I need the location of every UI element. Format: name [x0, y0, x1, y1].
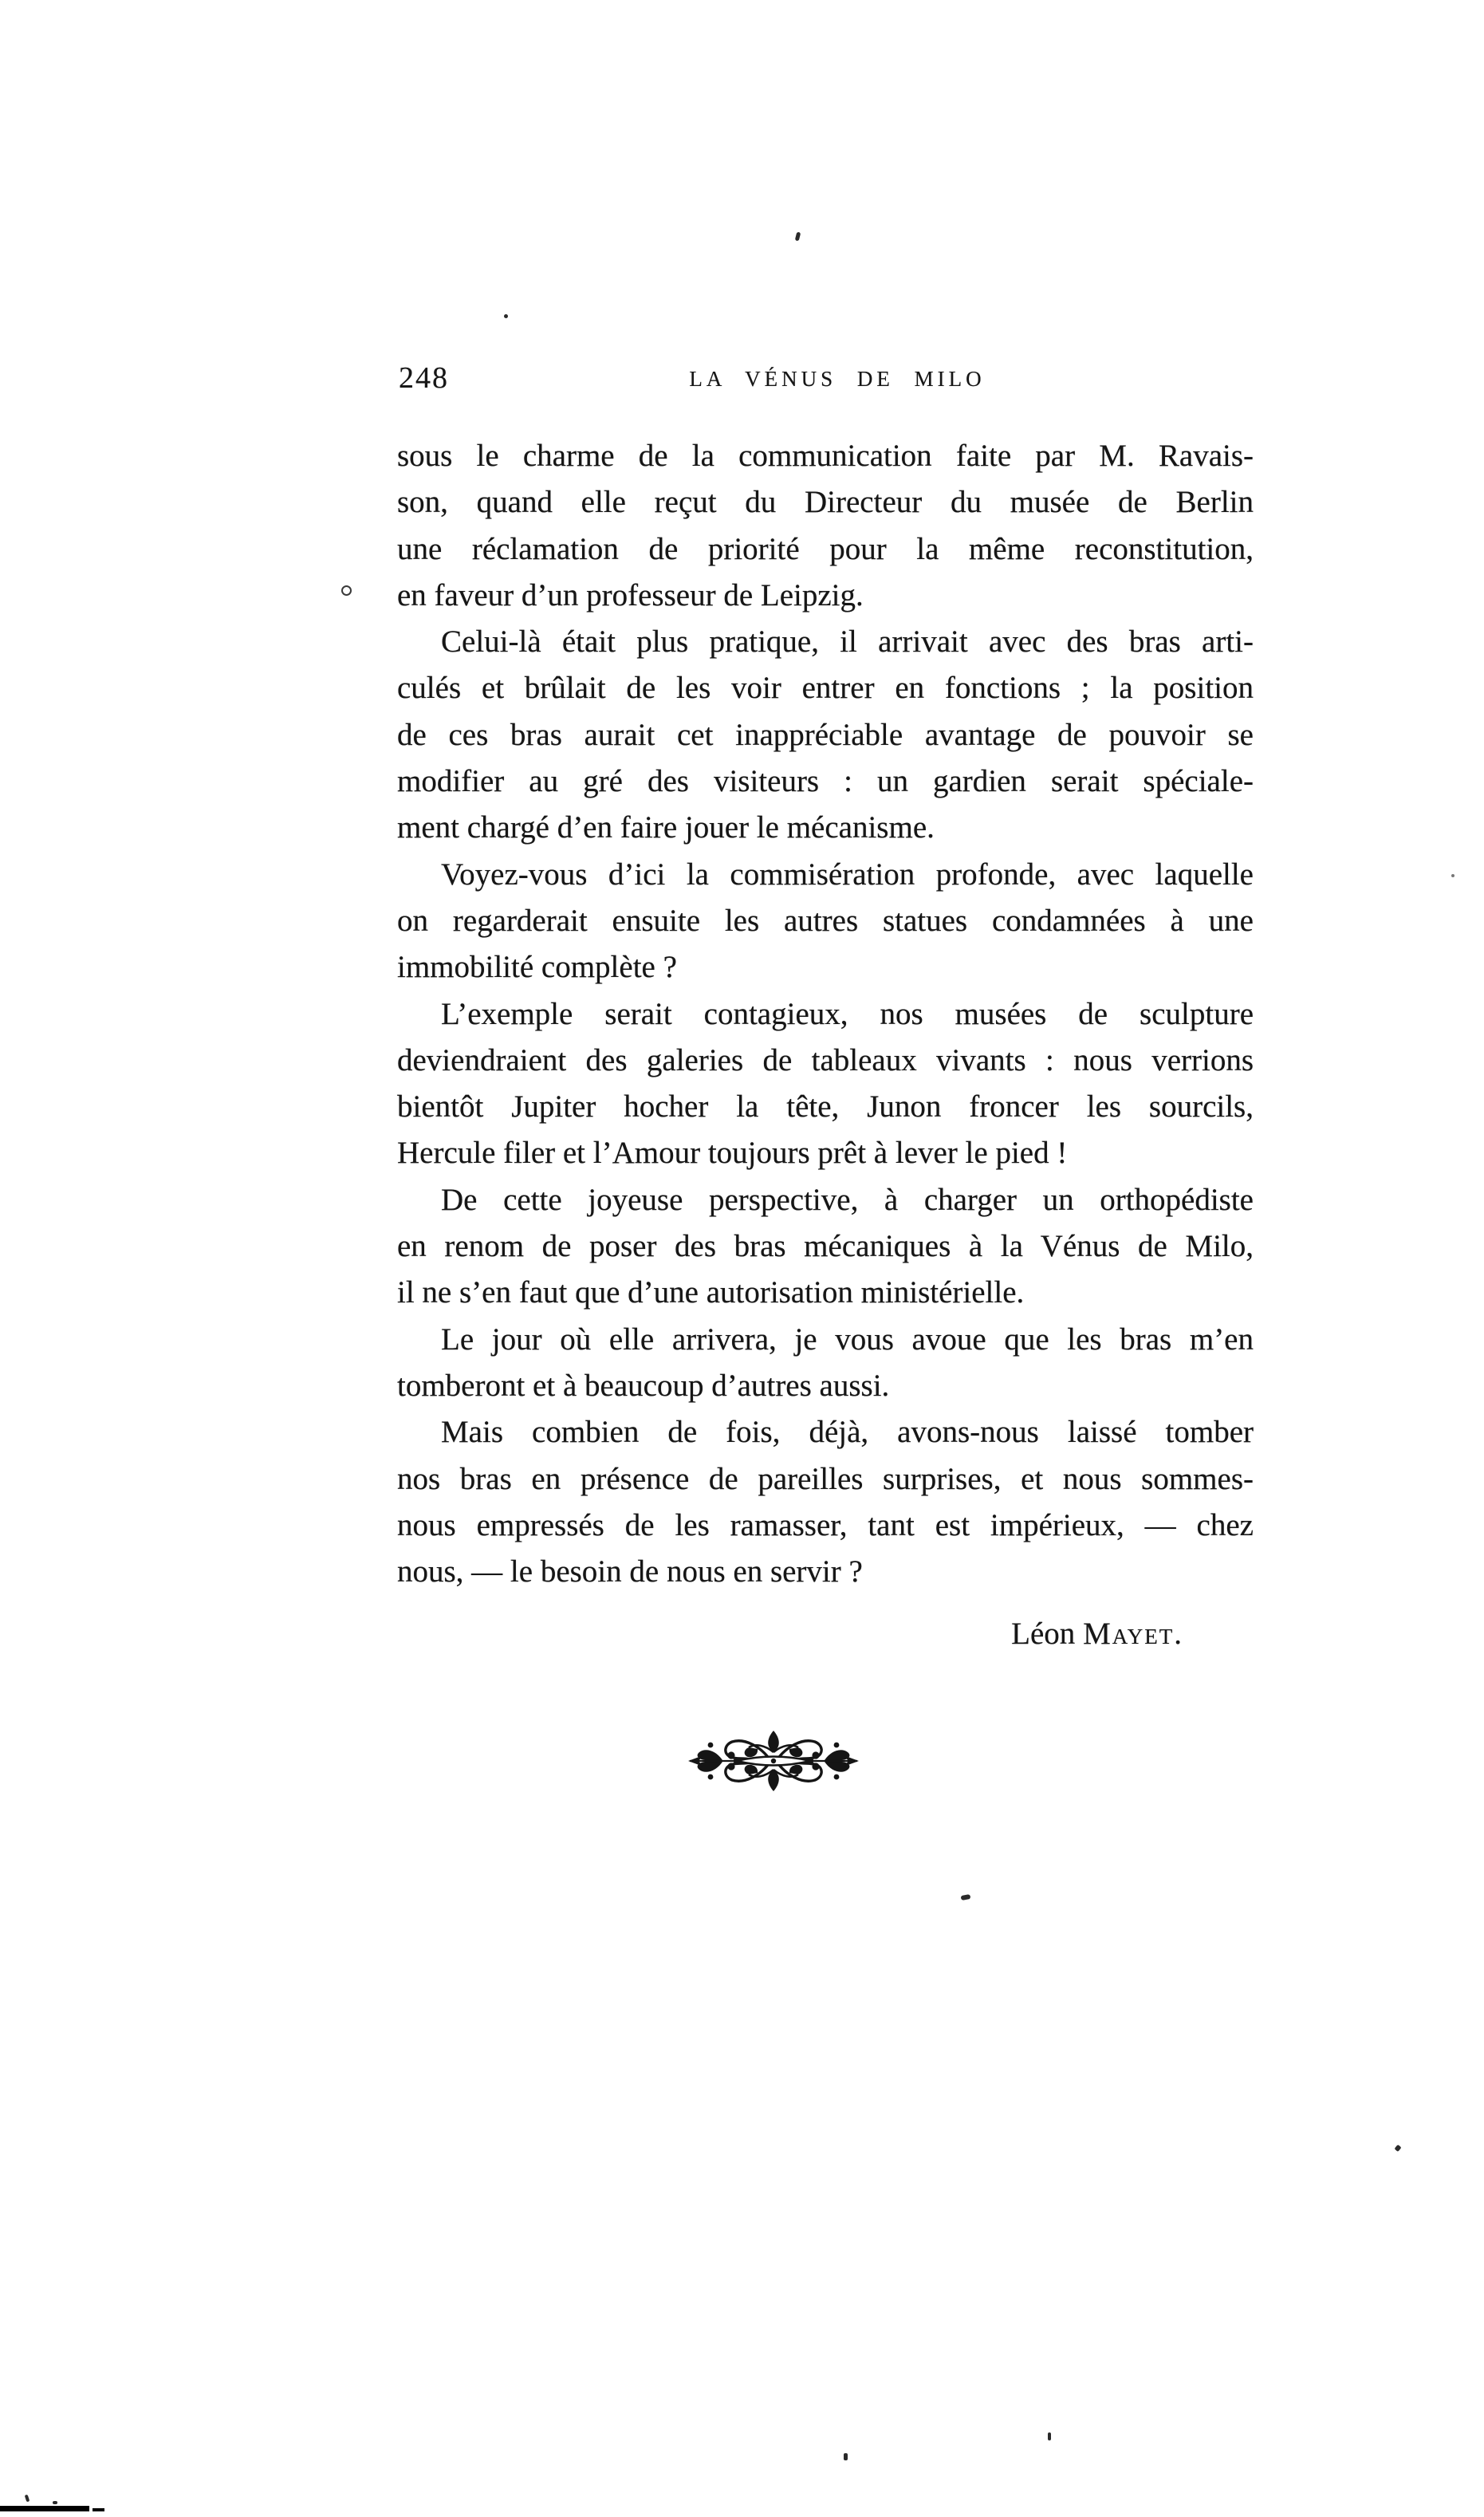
text-line: Mais combien de fois, déjà, avons-nous laissé tomber: [441, 1415, 1254, 1450]
text-line: son, quand elle reçut du Directeur du musée de Berlin: [397, 485, 1254, 520]
scan-artifact-line: [0, 2506, 89, 2511]
text-line: en faveur d’un professeur de Leipzig.: [397, 577, 864, 613]
scan-speck: [25, 2495, 30, 2503]
text-line: Voyez-vous d’ici la commisération profonde, avec laquelle: [441, 857, 1254, 892]
text-line: Celui-là était plus pratique, il arrivait avec des bras arti-: [441, 624, 1254, 660]
text-line: culés et brûlait de les voir entrer en fonctions ; la position: [397, 671, 1254, 706]
running-title: LA VÉNUS DE MILO: [689, 367, 986, 391]
scan-speck: [795, 232, 801, 242]
text-line: nous empressés de les ramasser, tant est impérieux, — chez: [397, 1507, 1254, 1542]
text-line: L’exemple serait contagieux, nos musées de sculpture: [441, 996, 1254, 1031]
text-line: nous, — le besoin de nous en servir ?: [397, 1554, 863, 1589]
text-line: Hercule filer et l’Amour toujours prêt à lever le pied !: [397, 1136, 1068, 1171]
text-line: bientôt Jupiter hocher la tête, Junon froncer les sourcils,: [397, 1089, 1254, 1125]
text-line: modifier au gré des visiteurs : un gardien serait spéciale-: [397, 764, 1254, 799]
scan-speck: [1394, 2145, 1401, 2152]
scan-speck: [1048, 2432, 1051, 2440]
signature-first-name: Léon: [1011, 1617, 1076, 1651]
text-line: nos bras en présence de pareilles surprises, et nous sommes-: [397, 1461, 1254, 1496]
text-line: sous le charme de la communication faite par M. Ravais-: [397, 439, 1254, 473]
text-line: Le jour où elle arrivera, je vous avoue que les bras m’en: [441, 1322, 1254, 1357]
scan-artifact-dash: [93, 2508, 104, 2511]
signature-line: [397, 1616, 1254, 1652]
text-line: De cette joyeuse perspective, à charger un orthopédiste: [441, 1182, 1254, 1217]
scan-speck: [844, 2453, 848, 2460]
fleuron-ornament: [687, 1721, 860, 1801]
text-line: en renom de poser des bras mécaniques à la Vénus de Milo,: [397, 1229, 1254, 1264]
text-line: deviendraient des galeries de tableaux vivants : nous verrions: [397, 1042, 1254, 1077]
scan-speck: [961, 1894, 971, 1901]
text-line: immobilité complète ?: [397, 950, 677, 985]
scan-speck: [504, 314, 508, 318]
scan-speck: [53, 2501, 57, 2504]
text-line: il ne s’en faut que d’une autorisation ministérielle.: [397, 1275, 1025, 1310]
text-line: de ces bras aurait cet inappréciable avantage de pouvoir se: [397, 717, 1254, 752]
scan-speck: [341, 585, 352, 596]
page-number: 248: [399, 361, 449, 395]
text-line: une réclamation de priorité pour la même reconstitution,: [397, 531, 1254, 566]
signature-last-name: Mayet.: [1083, 1617, 1183, 1651]
text-line: tomberont et à beaucoup d’autres aussi.: [397, 1368, 890, 1403]
scan-speck: [1451, 874, 1454, 877]
text-line: on regarderait ensuite les autres statues condamnées à une: [397, 903, 1254, 938]
body-text: [397, 433, 1254, 1595]
text-line: ment chargé d’en faire jouer le mécanisme.: [397, 810, 935, 845]
